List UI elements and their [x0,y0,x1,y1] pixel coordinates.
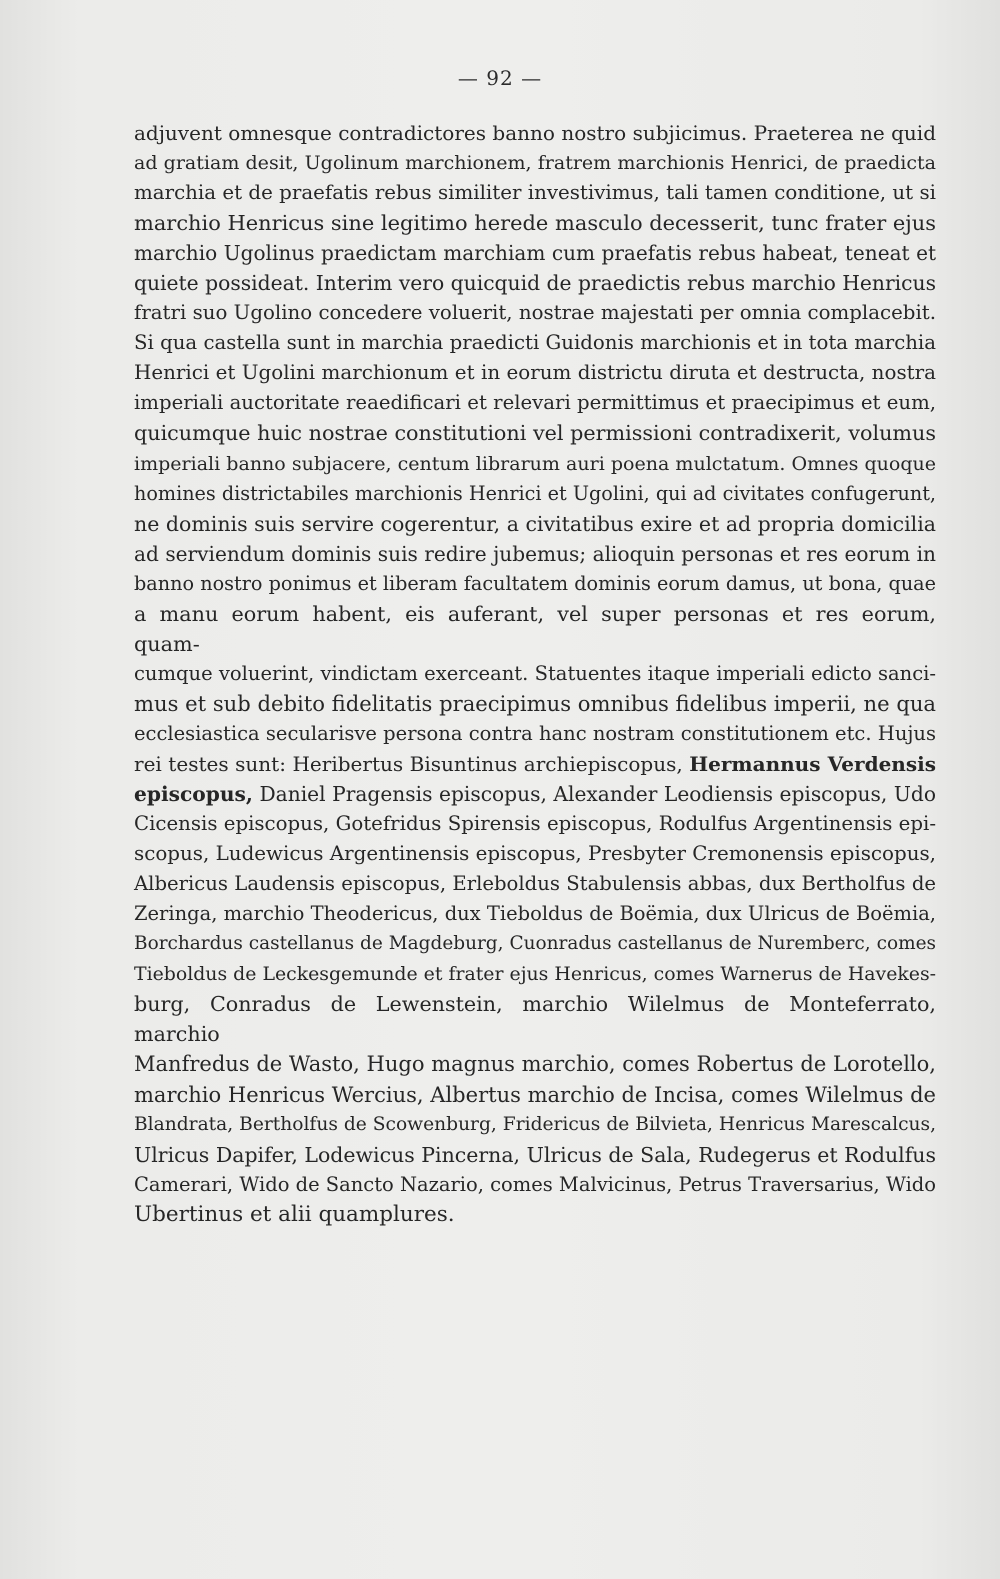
bold-name: episcopus, [134,782,253,807]
text-line: cumque voluerint, vindictam exerceant. Statuentes itaque imperiali edicto sanci- [134,661,936,685]
text-line: imperiali banno subjacere, centum librarum auri poena mulctatum. Omnes quoque [134,452,936,475]
text-line: Manfredus de Wasto, Hugo magnus marchio, comes Robertus de Lorotello, [134,1051,936,1077]
text-line: marchia et de praefatis rebus similiter investivimus, tali tamen conditione, ut si [134,181,936,205]
text-line: Ulricus Dapifer, Lodewicus Pincerna, Ulricus de Sala, Rudegerus et Rodulfus [134,1142,936,1167]
text-line: mus et sub debito fidelitatis praecipimus omnibus fidelibus imperii, ne qua [134,690,937,716]
text-line: ad gratiam desit, Ugolinum marchionem, fratrem marchionis Henrici, de praedicta [134,152,936,175]
text-line: a manu eorum habent, eis auferant, vel super personas et res eorum, quam- [134,601,936,656]
text-run: Daniel Pragensis episcopus, Alexander Leodiensis episcopus, Udo [252,782,936,807]
text-line: Henrici et Ugolini marchionum et in eorum districtu diruta et destructa, nostra [134,361,936,385]
text-line: ecclesiastica secularisve persona contra hanc nostram constitutionem etc. Hujus [134,721,936,745]
text-line: quicumque huic nostrae constitutioni vel permissioni contradixerit, volumus [134,421,936,446]
text-line: imperiali auctoritate reaedificari et relevari permittimus et praecipimus et eum, [134,391,936,415]
text-line: Camerari, Wido de Sancto Nazario, comes Malvicinus, Petrus Traversarius, Wido [134,1172,936,1196]
text-line: ad serviendum dominis suis redire jubemus; alioquin personas et res eorum in [134,541,936,566]
text-line: marchio Ugolinus praedictam marchiam cum praefatis rebus habeat, teneat et [134,241,936,266]
text-line: fratri suo Ugolino concedere voluerit, nostrae majestati per omnia complacebit. [134,301,936,325]
text-line: Si qua castella sunt in marchia praedicti Guidonis marchionis et in tota marchia [134,331,936,355]
text-line: marchio Henricus sine legitimo herede masculo decesserit, tunc frater ejus [134,211,936,236]
text-line: Tieboldus de Leckesgemunde et frater ejus Henricus, comes Warnerus de Havekes- [134,963,936,986]
text-line: homines districtabiles marchionis Henrici et Ugolini, qui ad civitates confugerunt, [134,481,936,505]
bold-name: Hermannus Verdensis [689,751,936,776]
text-line: adjuvent omnesque contradictores banno nostro subjicimus. Praeterea ne quid [134,121,936,145]
text-line: ne dominis suis servire cogerentur, a civitatibus exire et ad propria domicilia [134,511,936,536]
text-line: Zeringa, marchio Theodericus, dux Tieboldus de Boëmia, dux Ulricus de Boëmia, [134,902,936,926]
text-line: scopus, Ludewicus Argentinensis episcopus, Presbyter Cremonensis episcopus, [134,842,936,866]
text-run: rei testes sunt: Heribertus Bisuntinus archiepiscopus, [134,751,690,776]
text-line: burg, Conradus de Lewenstein, marchio Wilelmus de Monteferrato, marchio [134,992,936,1047]
text-line: Blandrata, Bertholfus de Scowenburg, Fridericus de Bilvieta, Henricus Marescalcus, [134,1113,936,1135]
text-line-with-bold [134,779,936,809]
text-line-with-bold [134,749,936,779]
text-line: marchio Henricus Wercius, Albertus marchio de Incisa, comes Wilelmus de [134,1081,936,1107]
charter-text [134,118,936,1230]
page-number: — 92 — [457,66,543,90]
text-line: Albericus Laudensis episcopus, Erleboldus Stabulensis abbas, dux Bertholfus de [134,872,936,896]
text-line: banno nostro ponimus et liberam facultatem dominis eorum damus, ut bona, quae [134,571,936,595]
text-line: quiete possideat. Interim vero quicquid de praedictis rebus marchio Henricus [134,271,936,296]
text-line: Ubertinus et alii quamplures. [134,1201,455,1227]
text-line: Cicensis episcopus, Gotefridus Spirensis episcopus, Rodulfus Argentinensis epi- [134,812,936,836]
text-line: Borchardus castellanus de Magdeburg, Cuonradus castellanus de Nuremberc, comes [134,933,936,955]
